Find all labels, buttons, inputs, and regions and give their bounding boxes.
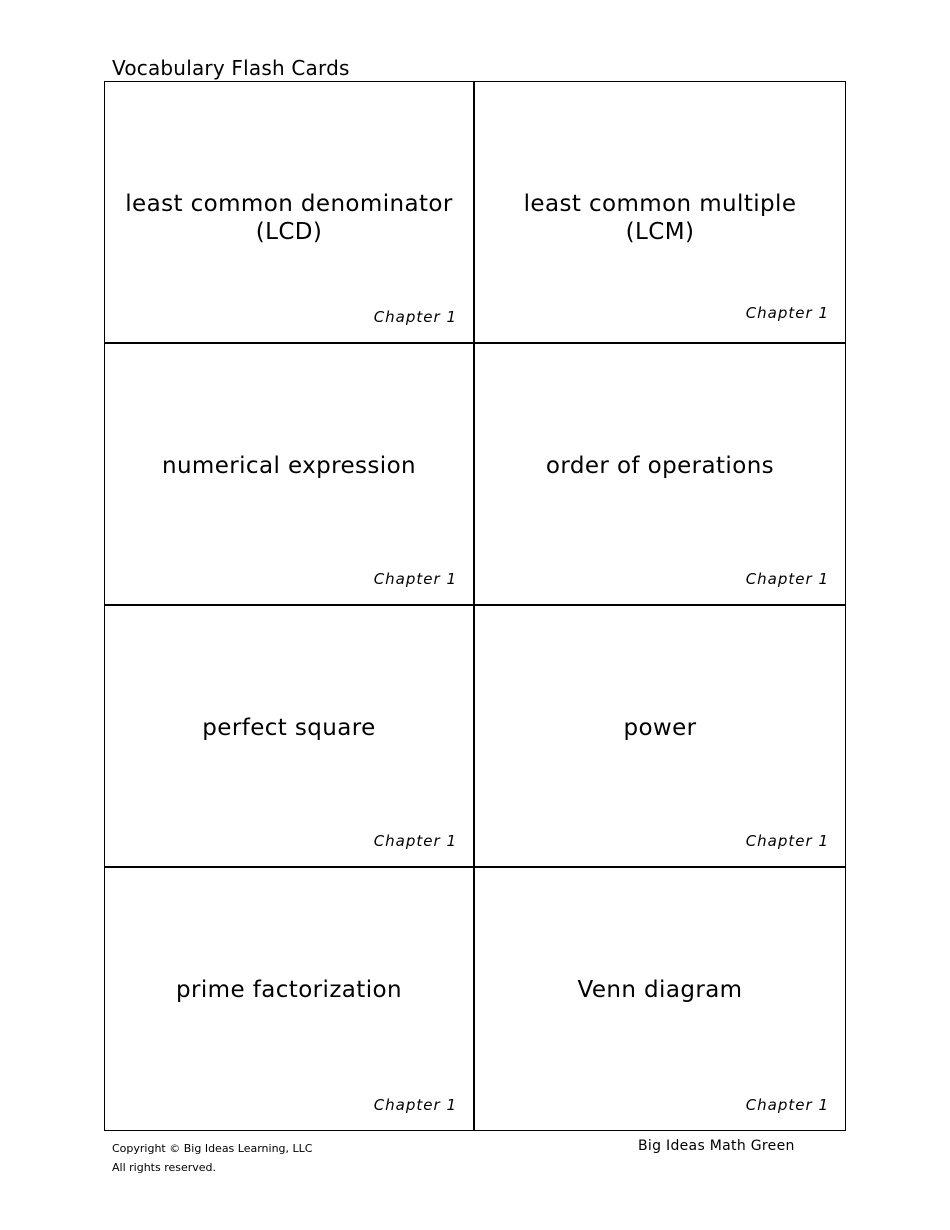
card-term: least common denominator (LCD): [125, 191, 453, 245]
card-term: numerical expression: [161, 453, 417, 479]
flash-card: [475, 606, 845, 868]
flash-card: [105, 606, 475, 868]
footer-copyright: [112, 1139, 312, 1177]
flash-card: [105, 344, 475, 606]
card-term: power: [623, 715, 697, 741]
card-term: order of operations: [545, 453, 775, 479]
card-chapter: Chapter 1: [373, 832, 457, 850]
card-chapter: Chapter 1: [373, 1096, 457, 1114]
flash-card: [475, 82, 845, 344]
flash-card: [105, 868, 475, 1130]
flash-card: [475, 344, 845, 606]
card-term: prime factorization: [176, 977, 402, 1003]
card-term: perfect square: [202, 715, 376, 741]
copyright-line: Copyright © Big Ideas Learning, LLC: [112, 1142, 313, 1155]
rights-line: All rights reserved.: [112, 1161, 217, 1174]
card-term: Venn diagram: [577, 977, 743, 1003]
footer-brand: Big Ideas Math Green: [638, 1138, 795, 1154]
card-chapter: Chapter 1: [745, 304, 829, 322]
flash-card: [105, 82, 475, 344]
card-chapter: Chapter 1: [745, 832, 829, 850]
card-chapter: Chapter 1: [373, 570, 457, 588]
card-chapter: Chapter 1: [373, 308, 457, 326]
page-title: Vocabulary Flash Cards: [112, 56, 350, 80]
card-chapter: Chapter 1: [745, 570, 829, 588]
flash-card-grid: [104, 81, 846, 1131]
card-chapter: Chapter 1: [745, 1096, 829, 1114]
flash-card: [475, 868, 845, 1130]
card-term: least common multiple (LCM): [523, 191, 797, 245]
